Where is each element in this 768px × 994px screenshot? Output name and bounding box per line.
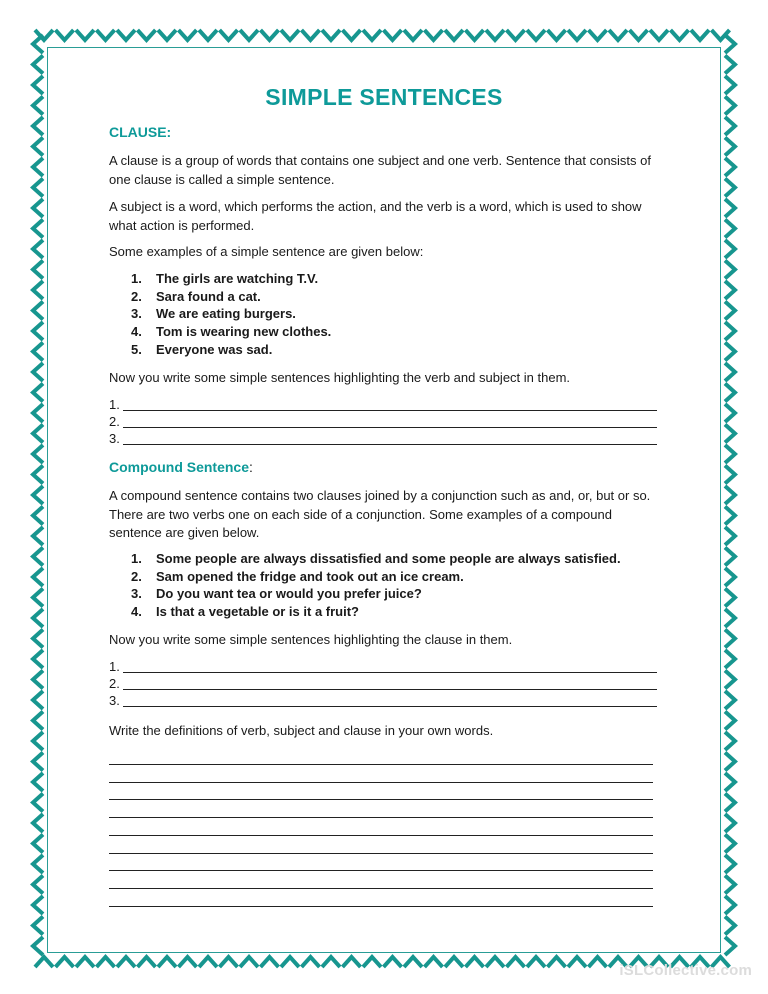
clause-definition-paragraph: A clause is a group of words that contains one subject and one verb. Sentence that consists of one clause is called a simple sentence. bbox=[109, 153, 652, 187]
watermark: iSLCollective.com bbox=[619, 962, 752, 979]
list-item: 2. Sara found a cat. bbox=[131, 288, 261, 304]
blank-writing-line[interactable] bbox=[109, 782, 653, 783]
list-item: 3. Do you want tea or would you prefer juice? bbox=[131, 586, 422, 602]
answer-line-3[interactable]: 3. bbox=[109, 432, 657, 447]
blank-writing-line[interactable] bbox=[109, 764, 653, 765]
answer-line-1[interactable]: 1. bbox=[109, 660, 657, 675]
answer-line-2[interactable]: 2. bbox=[109, 677, 657, 692]
clause-heading: CLAUSE: bbox=[109, 124, 172, 140]
compound-writing-instruction: Now you write some simple sentences highlighting the clause in them. bbox=[109, 632, 513, 647]
answer-line-3[interactable]: 3. bbox=[109, 694, 657, 709]
blank-writing-line[interactable] bbox=[109, 799, 653, 800]
blank-writing-line[interactable] bbox=[109, 888, 653, 889]
list-item: 5. Everyone was sad. bbox=[131, 341, 273, 357]
list-item: 1. Some people are always dissatisfied and some people are always satisfied. bbox=[131, 551, 621, 566]
blank-writing-line[interactable] bbox=[109, 817, 653, 818]
simple-sentence-examples bbox=[131, 270, 331, 359]
compound-heading: Compound Sentence: bbox=[109, 459, 253, 475]
subject-verb-paragraph: A subject is a word, which performs the action, and the verb is a word, which is used to show what action is performed. bbox=[109, 199, 642, 233]
page-title: SIMPLE SENTENCES bbox=[265, 84, 503, 110]
definitions-instruction: Write the definitions of verb, subject and clause in your own words. bbox=[109, 723, 494, 738]
list-item: 2. Sam opened the fridge and took out an ice cream. bbox=[131, 568, 464, 584]
answer-line-2[interactable]: 2. bbox=[109, 415, 657, 430]
list-item: 4. Tom is wearing new clothes. bbox=[131, 324, 332, 340]
blank-writing-line[interactable] bbox=[109, 870, 653, 871]
compound-sentence-examples bbox=[131, 550, 621, 621]
compound-definition-paragraph: A compound sentence contains two clauses joined by a conjunction such as and, or, but or so. There are two verbs one on each side of a conjunction. Some examples of a compound sentence are given below. bbox=[109, 488, 651, 540]
blank-writing-line[interactable] bbox=[109, 853, 653, 854]
blank-writing-line[interactable] bbox=[109, 906, 653, 907]
blank-writing-line[interactable] bbox=[109, 835, 653, 836]
simple-writing-instruction: Now you write some simple sentences highlighting the verb and subject in them. bbox=[109, 370, 571, 385]
list-item: 4. Is that a vegetable or is it a fruit? bbox=[131, 604, 359, 620]
examples-intro: Some examples of a simple sentence are given below: bbox=[109, 244, 424, 259]
list-item: 3. We are eating burgers. bbox=[131, 306, 296, 322]
answer-line-1[interactable]: 1. bbox=[109, 398, 657, 413]
list-item: 1. The girls are watching T.V. bbox=[131, 271, 319, 286]
